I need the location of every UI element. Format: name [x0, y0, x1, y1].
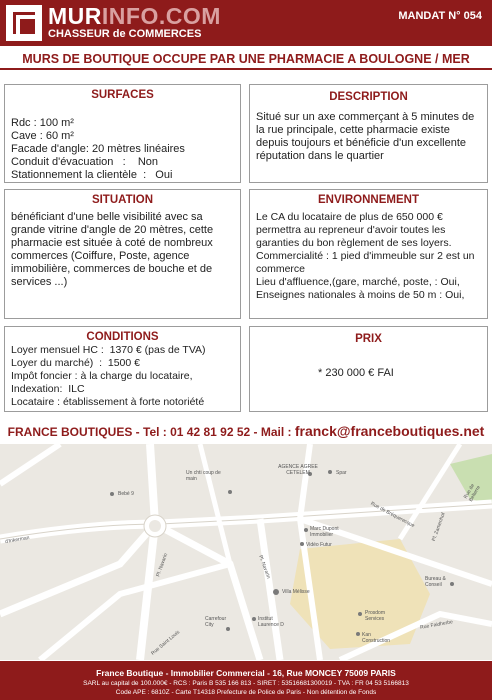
- conditions-line: Locataire : établissement à forte notoriété: [11, 396, 205, 408]
- environnement-box: [249, 189, 488, 319]
- map-label: Vidéo Futur: [306, 542, 332, 548]
- description-text: Situé sur un axe commerçant à 5 minutes de la rue principale, cette pharmacie existe depuis toujours et bénéficie d'un excellente réputation dans le quartier: [256, 111, 475, 162]
- map-label: Villa Mélisse: [282, 589, 310, 595]
- map-label: Bebé 9: [118, 491, 134, 497]
- prix-heading: PRIX: [355, 333, 382, 345]
- listing-title: MURS DE BOUTIQUE OCCUPE PAR UNE PHARMACIE A BOULOGNE / MER: [0, 48, 492, 70]
- mandat-number: MANDAT N° 054: [398, 10, 482, 22]
- map-label: AGENCE AGREE CETELEM: [278, 464, 318, 476]
- footer: [0, 661, 492, 700]
- environnement-body: [250, 211, 487, 302]
- brand-part1: MUR: [48, 3, 102, 29]
- conditions-body: [5, 344, 240, 409]
- header: [0, 0, 492, 46]
- brand-name: [48, 4, 221, 28]
- environnement-line: Le CA du locataire de plus de 650 000 € permettra au repreneur d'avoir toutes les garanties du bon règlement de ses loyers.: [256, 211, 452, 249]
- map-label: Spar: [336, 470, 347, 476]
- surfaces-line: Stationnement la clientèle : Oui: [11, 169, 173, 181]
- map-poi-icon: [228, 490, 232, 494]
- map-background: [0, 444, 492, 660]
- description-box: [249, 84, 488, 183]
- location-map[interactable]: [0, 444, 492, 660]
- contact-phone-text: FRANCE BOUTIQUES - Tel : 01 42 81 92 52 - Mail :: [7, 425, 295, 439]
- map-label: Rue Faidherbe: [419, 619, 454, 631]
- map-label: Carrefour City: [205, 616, 227, 628]
- prix-box: [249, 326, 488, 412]
- situation-box: [4, 189, 241, 319]
- price-value: * 230 000 € FAI: [318, 367, 394, 379]
- brand-tagline: CHASSEUR de COMMERCES: [48, 28, 202, 40]
- murinfo-logo-icon: [6, 5, 42, 41]
- environnement-heading: ENVIRONNEMENT: [318, 194, 419, 206]
- map-poi-icon: [110, 492, 114, 496]
- brand-part2: INFO.COM: [101, 3, 221, 29]
- conditions-line: Loyer mensuel HC : 1370 € (pas de TVA): [11, 344, 206, 356]
- map-poi-icon: [356, 632, 360, 636]
- conditions-line: Indexation: ILC: [11, 383, 85, 395]
- situation-text: bénéficiant d'une belle visibilité avec sa grande vitrine d'angle de 20 mètres, cette pharmacie est située à coté de nombreux commerces (Coiffure, Poste, agence immobilière, commerces de bouche et de services ...): [11, 211, 214, 288]
- map-poi-icon: [328, 470, 332, 474]
- map-label: Rue de Bréquerecque: [369, 500, 416, 530]
- conditions-box: [4, 326, 241, 412]
- footer-legal-2: Code APE : 6810Z - Carte T14318 Prefecture de Police de Paris - Non détention de Fonds: [115, 689, 377, 696]
- surfaces-box: [4, 84, 241, 183]
- surfaces-body: [5, 117, 240, 182]
- map-label: Institut Laurence D: [258, 616, 284, 628]
- map-label: Pl. Navarin: [155, 552, 170, 578]
- map-label: Rue Saint Louis: [150, 629, 182, 657]
- conditions-line: Loyer du marché) : 1500 €: [11, 357, 140, 369]
- map-marker-icon: [273, 589, 279, 595]
- map-label: Un chti coup de main: [186, 470, 221, 482]
- environnement-line: Commercialité : 1 pied d'immeuble sur 2 est un commerce: [256, 250, 475, 275]
- logo-square-shape: [20, 19, 35, 34]
- map-label: Rue de Belterre: [462, 482, 482, 503]
- map-poi-icon: [300, 542, 304, 546]
- contact-line: [0, 420, 492, 443]
- map-poi-icon: [304, 528, 308, 532]
- contact-email-link[interactable]: franck@franceboutiques.net: [294, 423, 485, 439]
- map-label: Bureau & Conseil: [425, 576, 446, 588]
- surfaces-line: Facade d'angle: 20 mètres linéaires: [11, 143, 185, 155]
- map-label: d'Inkerman: [4, 534, 30, 546]
- conditions-line: Impôt foncier : à la charge du locataire,: [11, 370, 193, 382]
- conditions-heading: CONDITIONS: [86, 331, 159, 343]
- surfaces-line: Rdc : 100 m²: [11, 117, 74, 129]
- situation-heading: SITUATION: [91, 194, 154, 206]
- environnement-line: Lieu d'affluence,(gare, marché, poste, : Oui,: [256, 276, 460, 288]
- footer-legal: SARL au capital de 100.000€ - RCS : Paris B 535 166 813 - SIRET : 53516681300019 - TVA : FR 04 53 5166813: [83, 680, 409, 687]
- surfaces-heading: SURFACES: [91, 89, 154, 101]
- map-poi-icon: [252, 617, 256, 621]
- map-roundabout-center: [149, 520, 161, 532]
- footer-address: France Boutique - Immobilier Commercial - 16, Rue MONCEY 75009 PARIS: [96, 668, 396, 678]
- map-streets: [0, 444, 492, 660]
- map-label: Prosdom Services: [365, 610, 386, 622]
- description-heading: DESCRIPTION: [329, 91, 408, 103]
- surfaces-line: Conduit d'évacuation : Non: [11, 156, 159, 168]
- map-label: Kan Construction: [362, 632, 391, 644]
- map-poi-icon: [358, 612, 362, 616]
- environnement-line: Enseignes nationales à moins de 50 m : Oui,: [256, 289, 465, 301]
- map-label: Pl. Navarin: [257, 554, 272, 580]
- surfaces-line: Cave : 60 m²: [11, 130, 74, 142]
- map-label: Pl. Zamenhof: [430, 511, 447, 543]
- map-label: Marc Dupont Immobilier: [310, 526, 339, 538]
